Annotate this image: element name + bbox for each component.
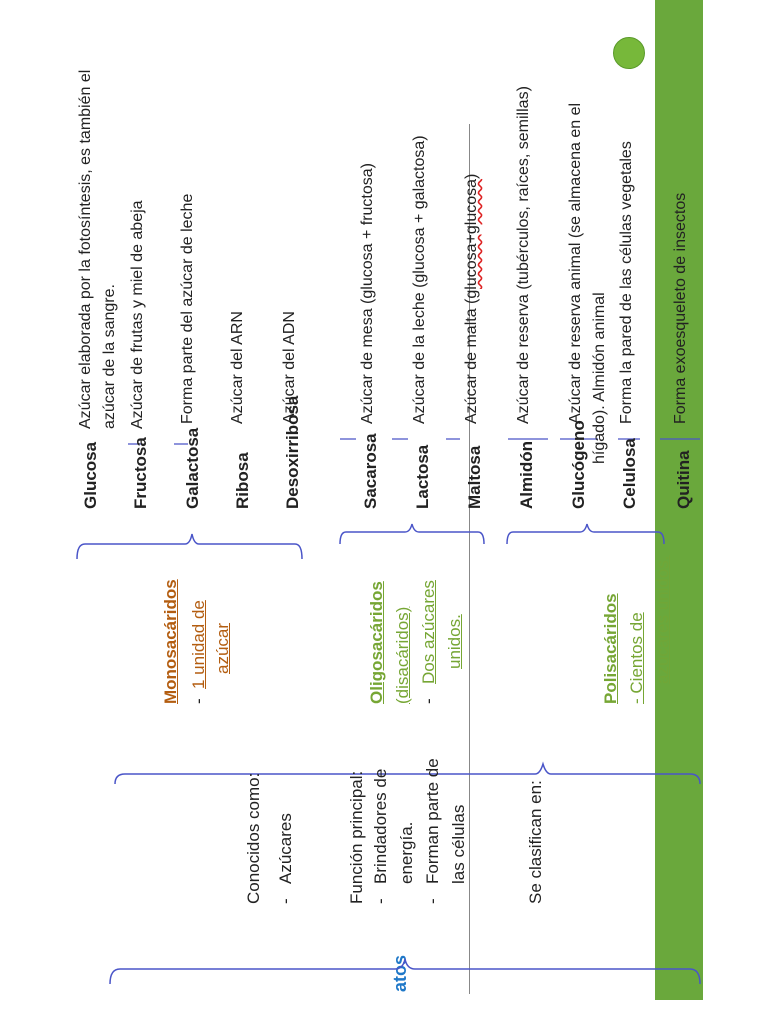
mono-desc-2: azúcar (213, 622, 232, 674)
item-desc-desoxirribosa: Azúcar del ADN (281, 311, 298, 424)
item-name-desoxirribosa: Desoxirribosa (283, 395, 302, 509)
item-desc-celulosa: Forma la pared de las células vegetales (618, 141, 635, 424)
item-desc-ribosa: Azúcar del ARN (229, 311, 246, 424)
item-desc-maltosa-a: Azúcar de malta ( (463, 298, 480, 424)
item-name-glucogeno: Glucógeno (569, 420, 588, 509)
item-desc-glucosa-2: azúcar de la sangre. (101, 284, 118, 429)
mono-desc-1: 1 unidad de (189, 600, 208, 689)
item-desc-glucogeno-1: Azúcar de reserva animal (se almacena en el (567, 102, 584, 424)
conocidos-item: Azúcares (276, 813, 295, 884)
funcion-dash-1: - (371, 898, 390, 904)
conocidos-title: Conocidos como: (244, 772, 263, 904)
item-name-sacarosa: Sacarosa (361, 433, 380, 509)
oligo-desc-2: unidos. (445, 614, 464, 669)
funcion-item-1a: Brindadores de (371, 768, 390, 884)
item-desc-lactosa: Azúcar de la leche (glucosa + galactosa) (411, 135, 428, 424)
item-desc-glucogeno-2: hígado). Almidón animal (591, 292, 608, 464)
item-desc-galactosa: Forma parte del azúcar de leche (179, 193, 196, 424)
item-name-galactosa: Galactosa (183, 427, 202, 509)
funcion-item-1b: energía. (397, 821, 416, 884)
mono-title: Monosacáridos (161, 579, 180, 704)
item-desc-fructosa: Azúcar de frutas y miel de abeja (129, 200, 146, 429)
item-name-celulosa: Celulosa (620, 438, 639, 509)
funcion-title: Función principal: (347, 770, 366, 904)
item-desc-almidon: Azúcar de reserva (tubérculos, raíces, semillas) (515, 86, 532, 424)
oligo-desc-1: Dos azúcares (419, 580, 438, 684)
main-label: atos (390, 954, 410, 992)
item-desc-quitina: Forma exoesqueleto de insectos (672, 192, 689, 424)
item-name-quitina: Quitina (674, 450, 693, 509)
item-name-glucosa: Glucosa (81, 441, 100, 509)
item-name-almidon: Almidón (517, 441, 536, 509)
conocidos-dash: - (276, 898, 295, 904)
item-name-ribosa: Ribosa (233, 452, 252, 509)
item-desc-maltosa-b: glucosa+glucosa (463, 178, 480, 299)
oligo-sub: (disacáridos) (393, 606, 412, 704)
item-desc-glucosa-1: Azúcar elaborada por la fotosíntesis, es también el (77, 69, 94, 429)
item-name-maltosa: Maltosa (465, 445, 484, 509)
item-desc-sacarosa: Azúcar de mesa (glucosa + fructosa) (359, 162, 376, 424)
clasifican-label: Se clasifican en: (526, 780, 545, 904)
funcion-item-2b: las células (449, 804, 468, 884)
item-name-lactosa: Lactosa (413, 444, 432, 509)
mono-dash: - (189, 698, 208, 704)
poli-desc-1: - Cientos de (627, 612, 646, 704)
oligo-dash: - (419, 698, 438, 704)
item-desc-maltosa-c: ) (463, 173, 480, 179)
funcion-dash-2: - (423, 898, 442, 904)
poli-title: Polisacáridos (601, 593, 620, 704)
item-name-fructosa: Fructosa (131, 437, 150, 509)
funcion-item-2a: Forman parte de (423, 758, 442, 884)
item-desc-maltosa (462, 174, 482, 424)
oligo-title: Oligosacáridos (367, 581, 386, 704)
poli-desc-2: azúcares unidos. (653, 555, 672, 684)
